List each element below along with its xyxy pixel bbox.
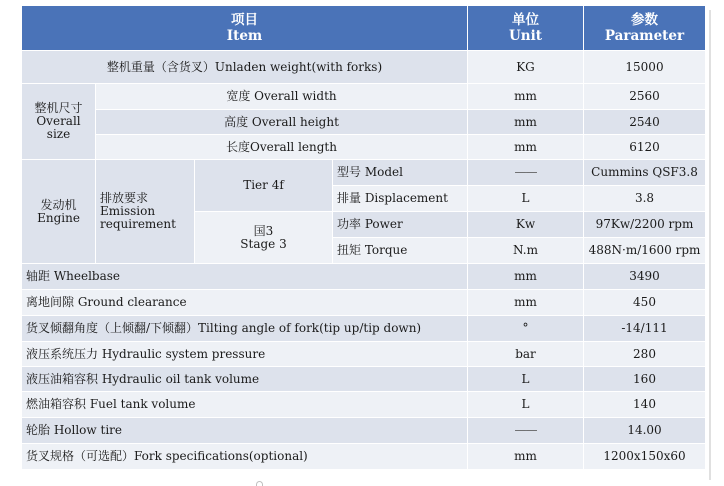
row-unit: bar bbox=[468, 342, 584, 367]
row-label: 液压系统压力 Hydraulic system pressure bbox=[22, 342, 468, 367]
table-row-tire bbox=[22, 418, 706, 444]
row-value: 488N·m/1600 rpm bbox=[584, 238, 706, 264]
group-engine-cn: 发动机 bbox=[40, 197, 77, 212]
table-row-width bbox=[22, 84, 706, 110]
header-unit-cn: 单位 bbox=[512, 12, 539, 28]
row-label: 离地间隙 Ground clearance bbox=[22, 290, 468, 316]
group-emission-en2: requirement bbox=[100, 217, 176, 231]
row-label: 液压油箱容积 Hydraulic oil tank volume bbox=[22, 367, 468, 392]
header-unit-en: Unit bbox=[509, 28, 542, 44]
row-label: 排量 Displacement bbox=[333, 186, 468, 212]
row-label: 长度Overall length bbox=[96, 135, 468, 160]
group-emission bbox=[96, 160, 195, 264]
row-value: -14/111 bbox=[584, 316, 706, 342]
row-value: 1200x150x60 bbox=[584, 444, 706, 470]
row-value: 2560 bbox=[584, 84, 706, 110]
row-value: 450 bbox=[584, 290, 706, 316]
table-row-hyd-pressure bbox=[22, 342, 706, 367]
specification-table bbox=[21, 5, 706, 470]
row-label: 型号 Model bbox=[333, 160, 468, 186]
table-row-clearance bbox=[22, 290, 706, 316]
row-label: 整机重量（含货叉）Unladen weight(with forks) bbox=[22, 51, 468, 84]
row-unit: Kw bbox=[468, 212, 584, 238]
header-item-cn: 项目 bbox=[231, 12, 258, 28]
table-row-fork-spec bbox=[22, 444, 706, 470]
group-size-en1: Overall bbox=[36, 114, 81, 128]
row-unit: mm bbox=[468, 110, 584, 135]
row-label: 货叉倾翻角度（上倾翻/下倾翻）Tilting angle of fork(tip up/tip down) bbox=[22, 316, 468, 342]
stage3-en: Stage 3 bbox=[240, 236, 287, 251]
row-value: 15000 bbox=[584, 51, 706, 84]
page-edge-shadow bbox=[709, 10, 711, 480]
row-label: 高度 Overall height bbox=[96, 110, 468, 135]
row-unit: mm bbox=[468, 264, 584, 290]
header-item-en: Item bbox=[226, 28, 263, 44]
row-value: 3490 bbox=[584, 264, 706, 290]
row-value: Cummins QSF3.8 bbox=[584, 160, 706, 186]
row-label: 轮胎 Hollow tire bbox=[22, 418, 468, 444]
table-row-weight bbox=[22, 51, 706, 84]
row-label: 轴距 Wheelbase bbox=[22, 264, 468, 290]
row-unit: L bbox=[468, 392, 584, 418]
row-unit: KG bbox=[468, 51, 584, 84]
row-unit: mm bbox=[468, 444, 584, 470]
row-value: 280 bbox=[584, 342, 706, 367]
stage3-cn: 国3 bbox=[253, 223, 274, 238]
row-value: 14.00 bbox=[584, 418, 706, 444]
row-unit: mm bbox=[468, 84, 584, 110]
table-row-length bbox=[22, 135, 706, 160]
header-parameter bbox=[584, 6, 706, 51]
row-unit: L bbox=[468, 186, 584, 212]
header-param-cn: 参数 bbox=[631, 12, 658, 28]
group-overall-size bbox=[22, 84, 96, 160]
group-emission-cn: 排放要求 bbox=[100, 191, 149, 205]
row-label: 货叉规格（可选配）Fork specifications(optional) bbox=[22, 444, 468, 470]
header-item bbox=[22, 6, 468, 51]
row-unit: —— bbox=[468, 418, 584, 444]
row-label: 燃油箱容积 Fuel tank volume bbox=[22, 392, 468, 418]
row-unit: —— bbox=[468, 160, 584, 186]
row-label: 功率 Power bbox=[333, 212, 468, 238]
group-size-cn: 整机尺寸 bbox=[34, 101, 83, 115]
table-row-model bbox=[22, 160, 706, 186]
row-label: 扭矩 Torque bbox=[333, 238, 468, 264]
page-fold-mark bbox=[256, 481, 263, 486]
row-value: 2540 bbox=[584, 110, 706, 135]
row-value: 140 bbox=[584, 392, 706, 418]
row-unit: mm bbox=[468, 135, 584, 160]
row-unit: mm bbox=[468, 290, 584, 316]
table-row-wheelbase bbox=[22, 264, 706, 290]
row-label: 宽度 Overall width bbox=[96, 84, 468, 110]
row-value: 97Kw/2200 rpm bbox=[584, 212, 706, 238]
row-unit: L bbox=[468, 367, 584, 392]
row-unit: ° bbox=[468, 316, 584, 342]
row-value: 6120 bbox=[584, 135, 706, 160]
emission-tier4f: Tier 4f bbox=[195, 160, 333, 212]
group-emission-en1: Emission bbox=[100, 204, 156, 218]
group-engine-en: Engine bbox=[37, 210, 80, 225]
table-row-height bbox=[22, 110, 706, 135]
row-unit: N.m bbox=[468, 238, 584, 264]
table-header-row bbox=[22, 6, 706, 51]
table-row-tilt bbox=[22, 316, 706, 342]
emission-stage3 bbox=[195, 212, 333, 264]
row-value: 3.8 bbox=[584, 186, 706, 212]
table-row-fuel-tank bbox=[22, 392, 706, 418]
group-size-en2: size bbox=[46, 127, 71, 141]
table-row-hyd-tank bbox=[22, 367, 706, 392]
group-engine bbox=[22, 160, 96, 264]
header-param-en: Parameter bbox=[604, 28, 685, 44]
header-unit bbox=[468, 6, 584, 51]
row-value: 160 bbox=[584, 367, 706, 392]
